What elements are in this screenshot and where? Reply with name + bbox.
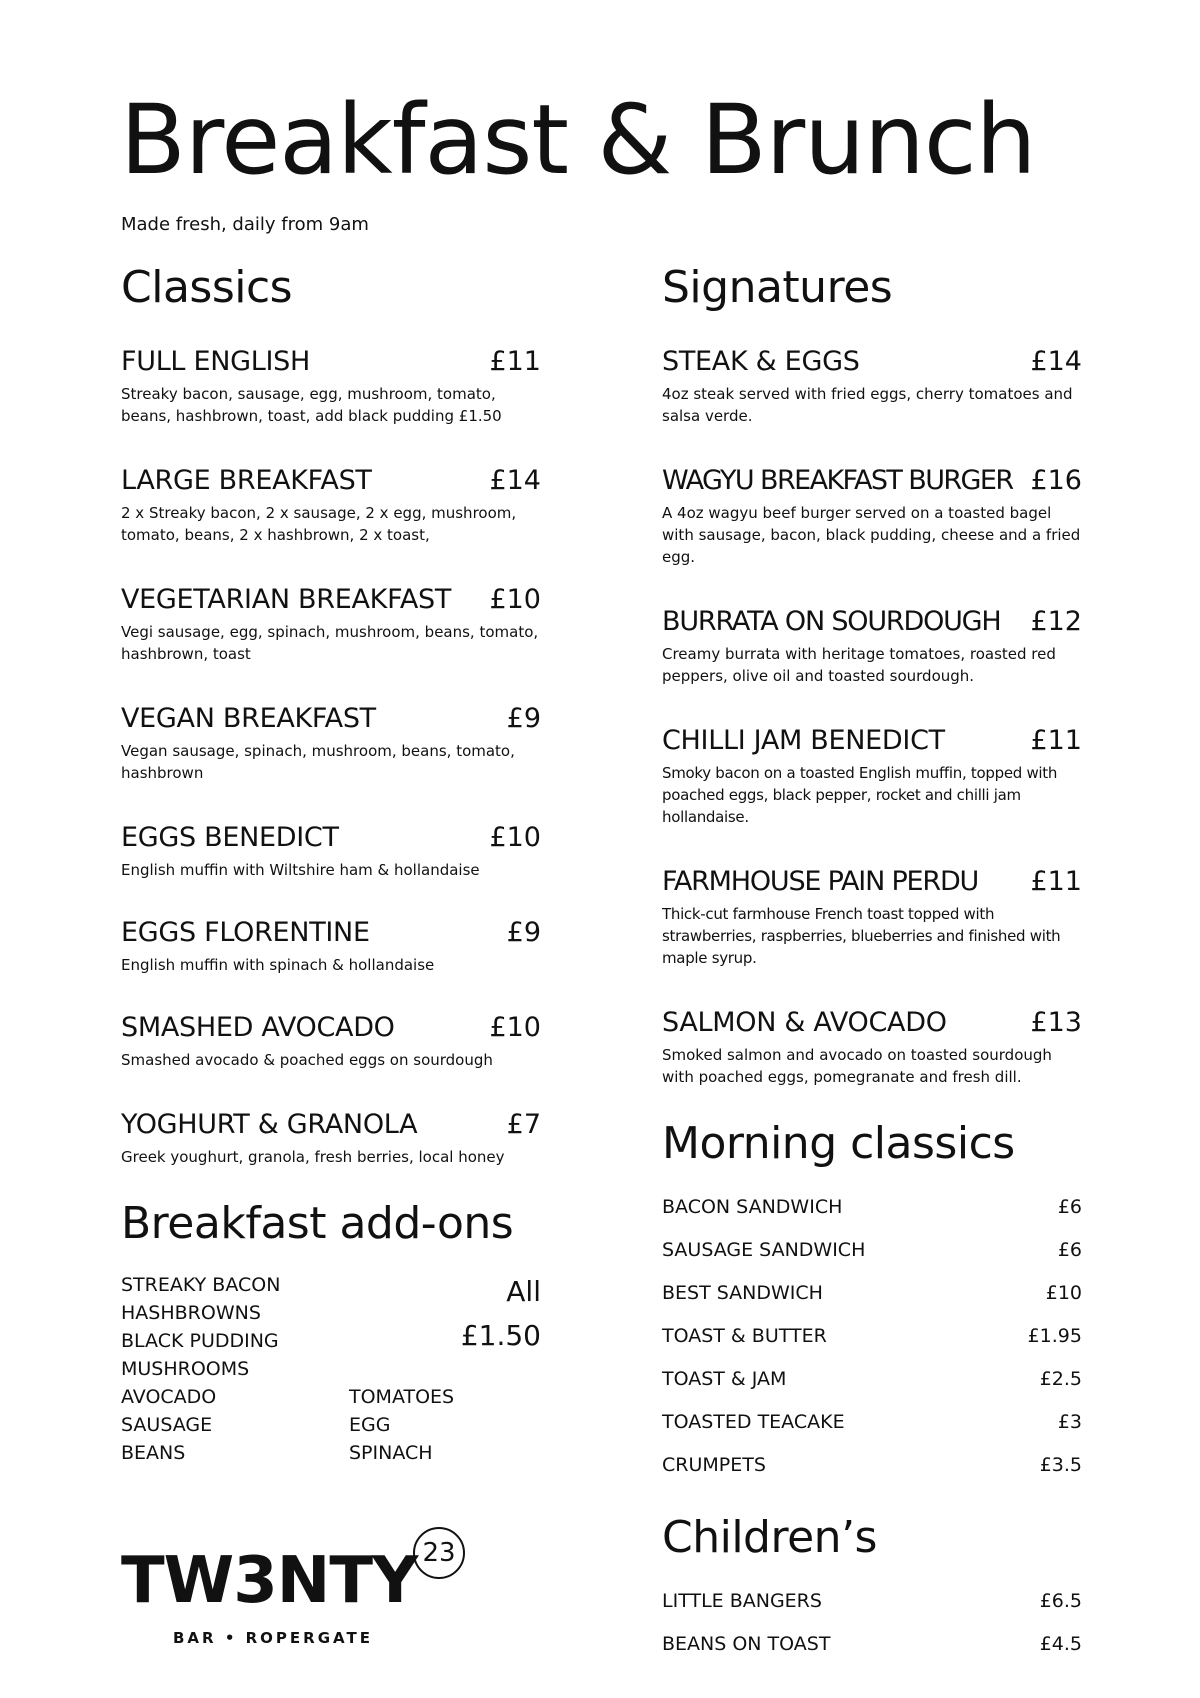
addon-item: MUSHROOMS [121, 1358, 250, 1380]
venue-logo [121, 1538, 481, 1653]
item-name: STEAK & EGGS [662, 346, 860, 377]
item-name: WAGYU BREAKFAST BURGER [662, 465, 1013, 496]
menu-item [662, 725, 1082, 828]
addon-item: BLACK PUDDING [121, 1330, 279, 1352]
menu-item [662, 866, 1082, 969]
item-description: 2 x Streaky bacon, 2 x sausage, 2 x egg, mushroom, tomato, beans, 2 x hashbrown, 2 x toast, [121, 504, 517, 544]
list-item [662, 1590, 1082, 1612]
item-name: YOGHURT & GRANOLA [121, 1109, 418, 1140]
list-item [662, 1633, 1082, 1655]
item-name: TOASTED TEACAKE [662, 1411, 845, 1433]
item-price: £14 [1030, 346, 1082, 377]
item-price: £3.5 [1039, 1454, 1082, 1476]
childrens-heading: Children’s [662, 1512, 877, 1563]
item-price: £10 [489, 584, 541, 615]
addon-item: STREAKY BACON [121, 1274, 281, 1296]
addons-list [121, 1276, 541, 1476]
item-price: £11 [1030, 725, 1082, 756]
list-item [662, 1239, 1082, 1261]
item-name: FULL ENGLISH [121, 346, 310, 377]
item-description: English muffin with Wiltshire ham & hollandaise [121, 861, 480, 879]
item-name: BEANS ON TOAST [662, 1633, 831, 1655]
addon-item: AVOCADO [121, 1386, 217, 1408]
item-price: £1.95 [1027, 1325, 1082, 1347]
addon-item: BEANS [121, 1442, 186, 1464]
childrens-list [662, 1590, 1082, 1655]
item-name: SALMON & AVOCADO [662, 1007, 947, 1038]
item-price: £16 [1030, 465, 1082, 496]
item-price: £11 [489, 346, 541, 377]
item-name: CHILLI JAM BENEDICT [662, 725, 945, 756]
menu-item [121, 1012, 541, 1071]
item-description: Vegi sausage, egg, spinach, mushroom, beans, tomato, hashbrown, toast [121, 623, 539, 663]
item-name: SMASHED AVOCADO [121, 1012, 395, 1043]
morning-classics-list [662, 1196, 1082, 1476]
item-name: EGGS BENEDICT [121, 822, 339, 853]
item-description: Smoky bacon on a toasted English muffin, topped with poached eggs, black pepper, rocket and chilli jam hollandaise. [662, 764, 1058, 826]
item-price: £3 [1057, 1411, 1082, 1433]
item-description: English muffin with spinach & hollandaise [121, 956, 435, 974]
item-description: Streaky bacon, sausage, egg, mushroom, tomato, beans, hashbrown, toast, add black pudding £1.50 [121, 385, 502, 425]
item-name: TOAST & JAM [662, 1368, 787, 1390]
item-description: Greek youghurt, granola, fresh berries, local honey [121, 1148, 505, 1166]
morning-classics-heading: Morning classics [662, 1118, 1015, 1169]
menu-item [662, 465, 1082, 568]
list-item [662, 1196, 1082, 1218]
item-price: £14 [489, 465, 541, 496]
addons-note-price: £1.50 [460, 1319, 541, 1352]
item-price: £11 [1030, 866, 1082, 897]
item-price: £2.5 [1039, 1368, 1082, 1390]
right-column [662, 262, 1082, 1655]
item-name: LARGE BREAKFAST [121, 465, 372, 496]
menu-item [662, 346, 1082, 427]
addons-heading: Breakfast add-ons [121, 1198, 514, 1249]
item-price: £4.5 [1039, 1633, 1082, 1655]
item-price: £9 [506, 703, 541, 734]
addon-item: SPINACH [349, 1442, 433, 1464]
addons-price-note [461, 1270, 541, 1358]
menu-item [121, 465, 541, 546]
item-description: 4oz steak served with fried eggs, cherry tomatoes and salsa verde. [662, 385, 1073, 425]
menu-item [662, 606, 1082, 687]
item-name: CRUMPETS [662, 1454, 766, 1476]
item-price: £10 [489, 822, 541, 853]
list-item [662, 1454, 1082, 1476]
item-price: £12 [1030, 606, 1082, 637]
addons-note-all: All [506, 1275, 541, 1308]
item-price: £10 [1045, 1282, 1082, 1304]
signatures-heading: Signatures [662, 262, 893, 313]
item-description: A 4oz wagyu beef burger served on a toasted bagel with sausage, bacon, black pudding, cheese and a fried egg. [662, 504, 1081, 566]
item-price: £10 [489, 1012, 541, 1043]
list-item [662, 1282, 1082, 1304]
logo-wordmark: TW3NTY [121, 1544, 418, 1618]
item-name: BACON SANDWICH [662, 1196, 843, 1218]
list-item [662, 1368, 1082, 1390]
addon-item: SAUSAGE [121, 1414, 213, 1436]
logo-badge: 23 [413, 1527, 465, 1579]
item-price: £9 [506, 917, 541, 948]
list-item [662, 1411, 1082, 1433]
menu-item [121, 822, 541, 881]
item-price: £7 [506, 1109, 541, 1140]
item-description: Smoked salmon and avocado on toasted sourdough with poached eggs, pomegranate and fresh dill. [662, 1046, 1052, 1086]
logo-tagline: BAR • ROPERGATE [173, 1629, 373, 1647]
item-name: BEST SANDWICH [662, 1282, 823, 1304]
item-name: SAUSAGE SANDWICH [662, 1239, 866, 1261]
page-title: Breakfast & Brunch [120, 84, 1036, 196]
item-description: Creamy burrata with heritage tomatoes, roasted red peppers, olive oil and toasted sourdough. [662, 645, 1056, 685]
item-name: TOAST & BUTTER [662, 1325, 827, 1347]
item-name: EGGS FLORENTINE [121, 917, 370, 948]
item-name: VEGETARIAN BREAKFAST [121, 584, 452, 615]
item-description: Vegan sausage, spinach, mushroom, beans, tomato, hashbrown [121, 742, 515, 782]
page-subtitle: Made fresh, daily from 9am [121, 214, 369, 235]
menu-item [121, 584, 541, 665]
item-price: £6.5 [1039, 1590, 1082, 1612]
menu-item [662, 1007, 1082, 1088]
left-column [121, 262, 541, 1476]
list-item [662, 1325, 1082, 1347]
item-description: Smashed avocado & poached eggs on sourdough [121, 1051, 493, 1069]
item-name: VEGAN BREAKFAST [121, 703, 376, 734]
item-name: FARMHOUSE PAIN PERDU [662, 866, 979, 897]
addon-item: TOMATOES [349, 1386, 455, 1408]
item-price: £6 [1057, 1196, 1082, 1218]
classics-heading: Classics [121, 262, 293, 313]
item-price: £6 [1057, 1239, 1082, 1261]
item-description: Thick-cut farmhouse French toast topped with strawberries, raspberries, blueberries and finished with maple syrup. [662, 905, 1061, 967]
menu-item [121, 346, 541, 427]
item-name: BURRATA ON SOURDOUGH [662, 606, 1001, 637]
menu-item [121, 703, 541, 784]
item-name: LITTLE BANGERS [662, 1590, 822, 1612]
item-price: £13 [1030, 1007, 1082, 1038]
menu-item [121, 917, 541, 976]
addon-item: EGG [349, 1414, 391, 1436]
addon-item: HASHBROWNS [121, 1302, 261, 1324]
menu-item [121, 1109, 541, 1168]
